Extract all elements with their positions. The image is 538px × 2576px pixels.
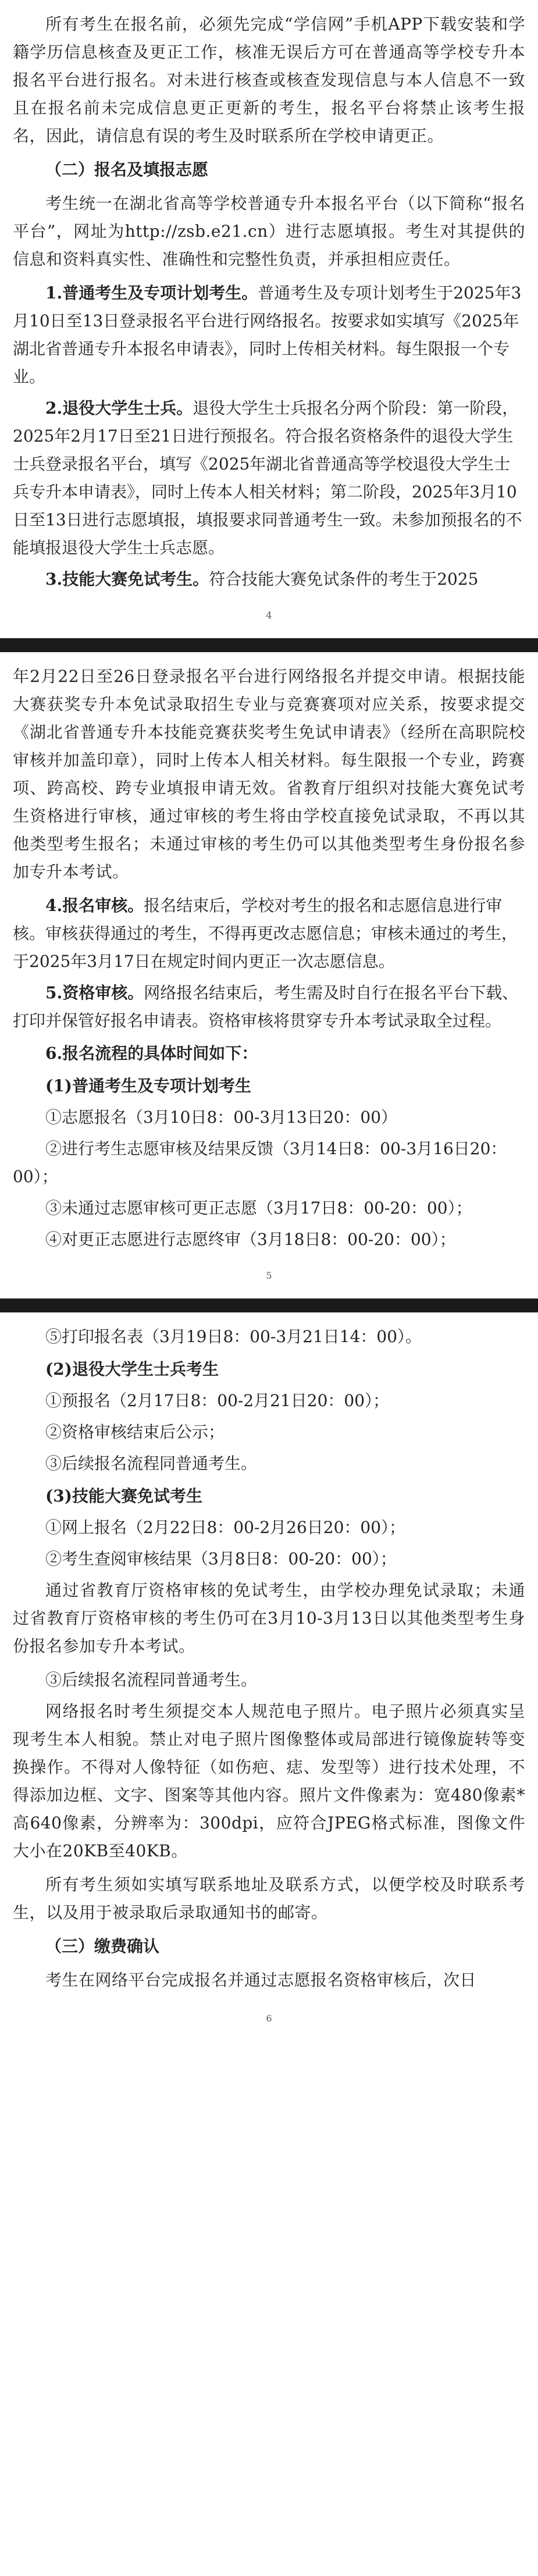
item-title: 3.技能大赛免试考生。 — [45, 570, 209, 589]
timeline-item: ③后续报名流程同普通考生。 — [45, 1670, 258, 1689]
item-general-candidates — [13, 279, 525, 391]
item-title: 1.普通考生及专项计划考生。 — [45, 283, 258, 303]
item-timeline-heading: 6.报名流程的具体时间如下： — [45, 1044, 258, 1063]
subheading-veteran-soldiers: (2)退役大学生士兵考生 — [45, 1360, 219, 1379]
page-separator — [0, 1298, 538, 1312]
subheading-general-candidates: (1)普通考生及专项计划考生 — [45, 1076, 251, 1095]
item-body: 报名结束后，学校对考生的报名和志愿信息进行审核。审核获得通过的考生，不得再更改志愿信息；审核未通过的考生，于2025年3月17日在规定时间内更正一次志愿信息。 — [13, 896, 518, 971]
timeline-item: ②考生查阅审核结果（3月8日8：00-20：00）； — [45, 1549, 397, 1568]
page-separator — [0, 638, 538, 652]
subheading-skills-contest: (3)技能大赛免试考生 — [45, 1486, 202, 1506]
timeline-item: ⑤打印报名表（3月19日8：00-3月21日14：00）。 — [45, 1327, 422, 1346]
timeline-item: ③未通过志愿审核可更正志愿（3月17日8：00-20：00）； — [45, 1198, 472, 1218]
document-page-4 — [0, 0, 538, 638]
timeline-item: ①预报名（2月17日8：00-2月21日20：00）； — [45, 1391, 390, 1410]
page-number: 6 — [266, 2013, 272, 2024]
paragraph-registration-platform: 考生统一在湖北省高等学校普通专升本报名平台（以下简称“报名平台”，网址为http://zsb.e21.cn）进行志愿填报。考生对其提供的信息和资料真实性、准确性和完整性负责，并承担相应责任。 — [13, 194, 525, 269]
item-title: 5.资格审核。 — [45, 983, 144, 1002]
page-number: 4 — [266, 610, 272, 621]
item-body: 网络报名结束后，考生需及时自行在报名平台下载、打印并保管好报名申请表。资格审核将贯穿专升本考试录取全过程。 — [13, 983, 519, 1030]
timeline-item: ①网上报名（2月22日8：00-2月26日20：00）； — [45, 1518, 406, 1537]
section-heading-payment: （三）缴费确认 — [45, 1937, 160, 1956]
page-number: 5 — [266, 1270, 272, 1281]
paragraph-payment: 考生在网络平台完成报名并通过志愿报名资格审核后，次日 — [45, 1970, 477, 1990]
document-page-5 — [0, 652, 538, 1298]
item-skills-contest — [13, 565, 525, 593]
item-qualification-review — [13, 979, 525, 1035]
timeline-item: ③后续报名流程同普通考生。 — [45, 1454, 258, 1473]
timeline-item: ②资格审核结束后公示； — [45, 1422, 225, 1442]
timeline-item: ①志愿报名（3月10日8：00-3月13日20：00） — [45, 1108, 398, 1127]
section-heading-registration: （二）报名及填报志愿 — [45, 160, 209, 179]
paragraph-contact-info: 所有考生须如实填写联系地址及联系方式，以便学校及时联系考生，以及用于被录取后录取通知书的邮寄。 — [13, 1875, 525, 1922]
item-body: 退役大学生士兵报名分两个阶段：第一阶段，2025年2月17日至21日进行预报名。符合报名资格条件的退役大学生士兵登录报名平台，填写《2025年湖北省普通高等学校退役大学生士兵专升本申请表》，同时上传本人相关材料；第二阶段，2025年3月10日至13日进行志愿填报，填报要求同普通考生一致。未参加预报名的不能填报退役大学生士兵志愿。 — [13, 399, 522, 557]
item-title: 4.报名审核。 — [45, 896, 144, 915]
document-page-6 — [0, 1312, 538, 2041]
item-body: 普通考生及专项计划考生于2025年3月10日至13日登录报名平台进行网络报名。按要求如实填写《2025年湖北省普通专升本报名申请表》，同时上传相关材料。每生限报一个专业。 — [13, 283, 522, 386]
item-title: 2.退役大学生士兵。 — [45, 399, 193, 418]
timeline-item: ④对更正志愿进行志愿终审（3月18日8：00-20：00）； — [45, 1230, 456, 1249]
item-registration-review — [13, 892, 525, 976]
paragraph-xuexin-check: 所有考生在报名前，必须先完成“学信网”手机APP下载安装和学籍学历信息核查及更正工作，核准无误后方可在普通高等学校专升本报名平台进行报名。对未进行核查或核查发现信息与本人信息不一致且在报名前未完成信息更正更新的考生，报名平台将禁止该考生报名，因此，请信息有误的考生及时联系所在学校申请更正。 — [13, 15, 525, 145]
paragraph-exempt-result: 通过省教育厅资格审核的免试考生，由学校办理免试录取；未通过省教育厅资格审核的考生仍可在3月10-3月13日以其他类型考生身份报名参加专升本考试。 — [13, 1581, 525, 1656]
item-body: 符合技能大赛免试条件的考生于2025 — [209, 570, 479, 589]
item-veteran-soldiers — [13, 394, 525, 562]
paragraph-skills-contest-cont: 年2月22日至26日登录报名平台进行网络报名并提交申请。根据技能大赛获奖专升本免试录取招生专业与竞赛赛项对应关系，按要求提交《湖北省普通专升本技能竞赛获奖考生免试申请表》（经所在高职院校审核并加盖印章），同时上传本人相关材料。每生限报一个专业，跨赛项、跨高校、跨专业填报申请无效。省教育厅组织对技能大赛免试考生资格进行审核，通过审核的考生将由学校直接免试录取，不再以其他类型考生报名；未通过审核的考生仍可以其他类型考生身份报名参加专升本考试。 — [13, 667, 525, 881]
paragraph-photo-requirements: 网络报名时考生须提交本人规范电子照片。电子照片必须真实呈现考生本人相貌。禁止对电子照片图像整体或局部进行镜像旋转等变换操作。不得对人像特征（如伤疤、痣、发型等）进行技术处理，不得添加边框、文字、图案等其他内容。照片文件像素为：宽480像素*高640像素，分辨率为：300dpi，应符合JPEG格式标准，图像文件大小在20KB至40KB。 — [13, 1702, 525, 1860]
timeline-item: ②进行考生志愿审核及结果反馈（3月14日8：00-3月16日20：00）； — [13, 1139, 507, 1186]
